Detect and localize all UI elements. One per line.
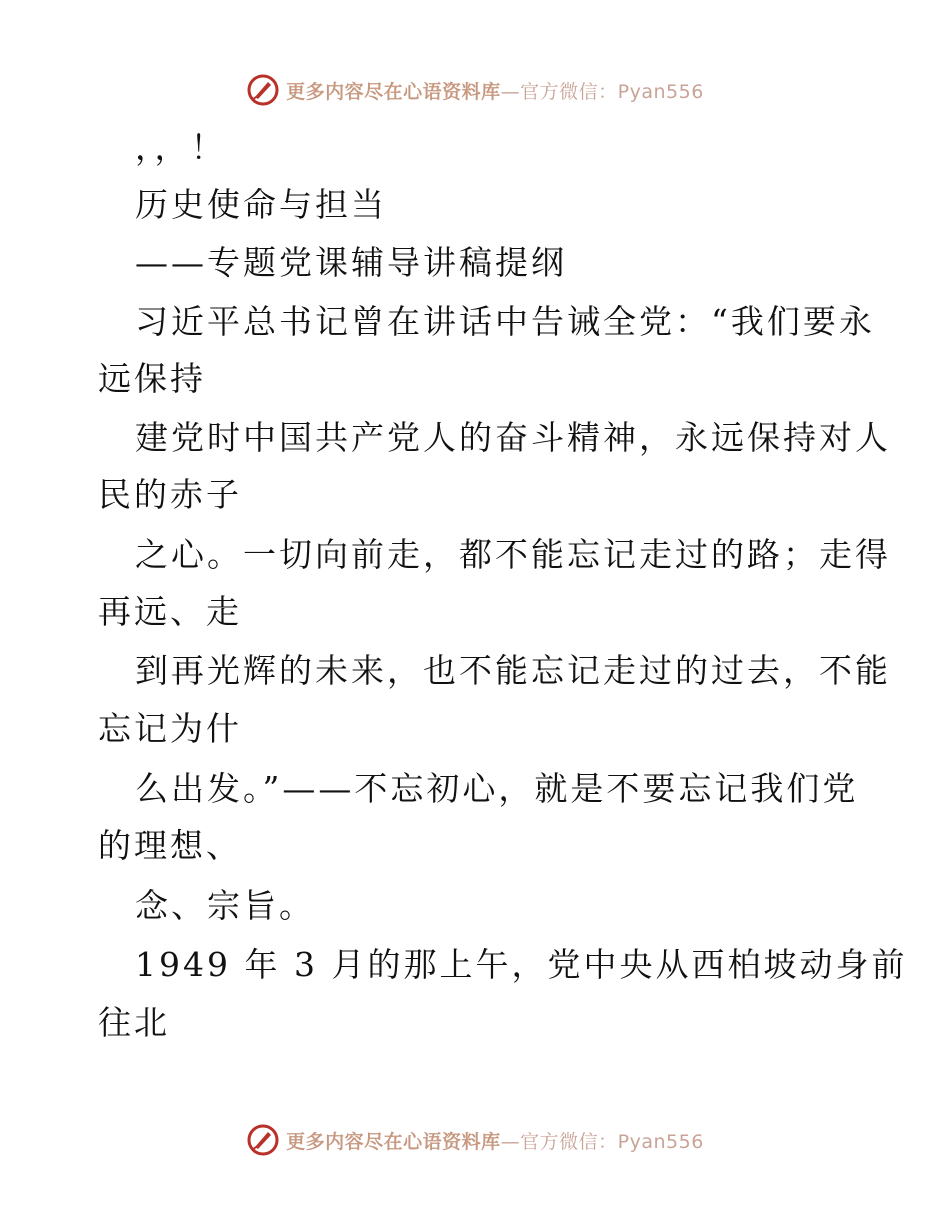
paragraph-line: 再远、走 <box>98 592 242 631</box>
document-title: 历史使命与担当 <box>135 185 387 224</box>
paragraph-line: 忘记为什 <box>98 709 242 748</box>
paragraph-line: 远保持 <box>98 359 206 398</box>
punctuation-line: ，，！ <box>135 128 227 167</box>
paragraph-line: 的理想、 <box>98 826 242 865</box>
header-banner <box>0 70 950 110</box>
banner-text: 更多内容尽在心语资料库—官方微信：Pyan556 <box>286 1130 704 1153</box>
paragraph-line: 民的赤子 <box>98 475 242 514</box>
paragraph-line: 往北 <box>98 1003 170 1042</box>
paragraph-line: 1949 年 3 月的那上午，党中央从西柏坡动身前 <box>135 945 908 984</box>
paragraph-line: 习近平总书记曾在讲话中告诫全党：“我们要永 <box>135 302 875 341</box>
paragraph-line: 到再光辉的未来，也不能忘记走过的过去，不能 <box>135 651 891 690</box>
paragraph-line: 之心。一切向前走，都不能忘记走过的路；走得 <box>135 535 891 574</box>
paragraph-line: 么出发。”——不忘初心，就是不要忘记我们党 <box>135 769 859 808</box>
footer-banner <box>0 1120 950 1160</box>
document-subtitle: ——专题党课辅导讲稿提纲 <box>135 243 567 282</box>
red-quill-logo-icon <box>246 1123 280 1157</box>
red-quill-logo-icon <box>246 73 280 107</box>
banner-text: 更多内容尽在心语资料库—官方微信：Pyan556 <box>286 80 704 103</box>
paragraph-line: 建党时中国共产党人的奋斗精神，永远保持对人 <box>135 418 891 457</box>
paragraph-line: 念、宗旨。 <box>135 886 315 925</box>
